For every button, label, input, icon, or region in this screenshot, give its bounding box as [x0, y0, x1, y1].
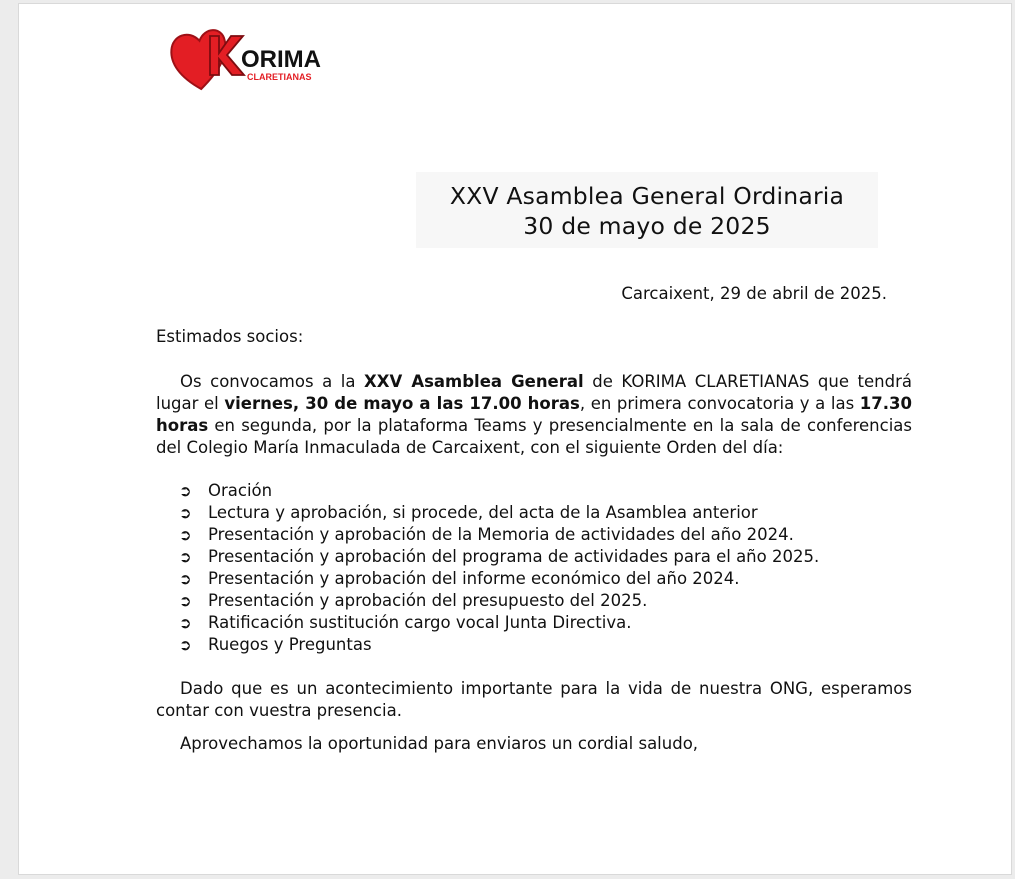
closing-paragraph-text: Dado que es un acontecimiento importante para la vida de nuestra ONG, esperamos contar con vuestra presencia. [156, 679, 912, 720]
farewell-paragraph [156, 733, 912, 755]
convocation-paragraph [156, 371, 912, 459]
agenda-item [179, 568, 819, 590]
paragraph1-text2: de KORIMA CLARETIANAS que tendrá lugar el [156, 372, 912, 413]
logo-subtitle-text: CLARETIANAS [247, 72, 312, 82]
farewell-paragraph-text: Aprovechamos la oportunidad para enviaros un cordial saludo, [180, 734, 699, 753]
agenda-item [179, 634, 819, 656]
agenda-item [179, 590, 819, 612]
arrow-right-icon: ➲ [179, 636, 192, 654]
arrow-right-icon: ➲ [179, 504, 192, 522]
arrow-right-icon: ➲ [179, 548, 192, 566]
logo-brand-text: ORIMA [241, 46, 321, 73]
paragraph1-text3: , en primera convocatoria y a las [579, 394, 860, 413]
paragraph1-bold-assembly: XXV Asamblea General [364, 372, 584, 391]
arrow-right-icon: ➲ [179, 614, 192, 632]
paragraph1-bold-second-time: 17.30 horas [156, 394, 912, 435]
closing-paragraph [156, 678, 912, 722]
agenda-item [179, 480, 819, 502]
agenda-list [179, 480, 819, 656]
agenda-item-text: Presentación y aprobación del programa de actividades para el año 2025. [208, 547, 820, 566]
agenda-item-text: Presentación y aprobación de la Memoria de actividades del año 2024. [208, 525, 794, 544]
salutation: Estimados socios: [156, 327, 304, 346]
agenda-item-text: Presentación y aprobación del informe económico del año 2024. [208, 569, 740, 588]
paragraph1-bold-datetime: viernes, 30 de mayo a las 17.00 horas [224, 394, 580, 413]
korima-logo [169, 24, 339, 94]
agenda-item [179, 612, 819, 634]
agenda-item [179, 502, 819, 524]
agenda-item-text: Lectura y aprobación, si procede, del acta de la Asamblea anterior [208, 503, 758, 522]
letter-date: Carcaixent, 29 de abril de 2025. [621, 284, 887, 303]
document-page [19, 4, 1011, 874]
agenda-item-text: Oración [208, 481, 273, 500]
assembly-date: 30 de mayo de 2025 [523, 212, 771, 240]
agenda-item-text: Presentación y aprobación del presupuesto del 2025. [208, 591, 648, 610]
arrow-right-icon: ➲ [179, 526, 192, 544]
paragraph1-text4: en segunda, por la plataforma Teams y presencialmente en la sala de conferencias del Colegio María Inmaculada de Carcaixent, con el siguiente Orden del día: [156, 416, 912, 457]
agenda-item [179, 546, 819, 568]
arrow-right-icon: ➲ [179, 570, 192, 588]
paragraph1-text1: Os convocamos a la [180, 372, 365, 391]
assembly-title: XXV Asamblea General Ordinaria [449, 182, 845, 210]
arrow-right-icon: ➲ [179, 592, 192, 610]
arrow-right-icon: ➲ [179, 482, 192, 500]
assembly-title-box [416, 172, 878, 248]
agenda-item-text: Ratificación sustitución cargo vocal Junta Directiva. [208, 613, 632, 632]
logo-k-mark [210, 36, 244, 75]
agenda-item [179, 524, 819, 546]
agenda-item-text: Ruegos y Preguntas [208, 635, 372, 654]
